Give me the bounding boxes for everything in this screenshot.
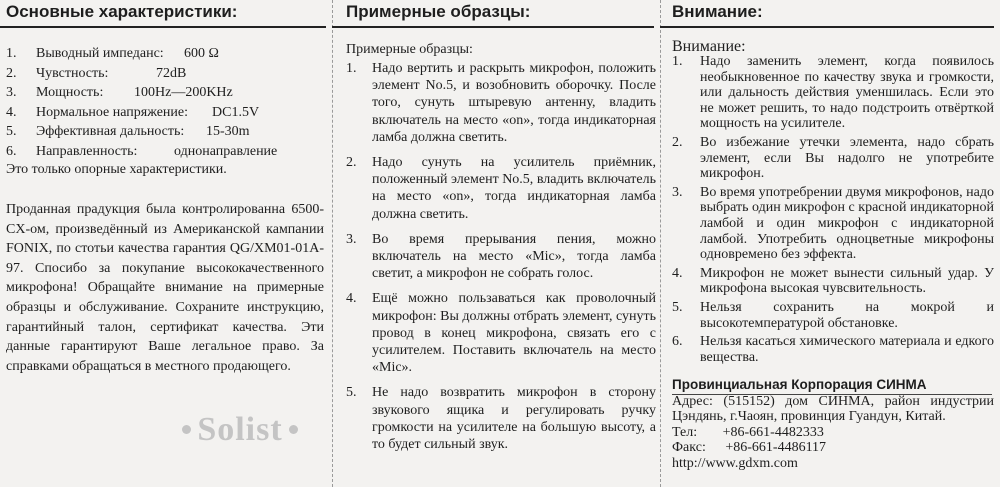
spec-number: 1. [6, 46, 17, 61]
item-text: Нельзя касаться химического материала и едкого вещества. [700, 334, 994, 365]
warnings-header: Внимание: [660, 0, 994, 28]
spec-value: DC1.5V [212, 104, 260, 120]
warnings-column [660, 0, 1000, 487]
spec-row [6, 44, 328, 64]
brand-watermark-text: Solist [197, 411, 283, 448]
quality-paragraph: Проданная прадукция была контролированна 6500-CX-ом, произведённый из Американской кампании FONIX, по стотьи качества гарантия QG/XM01-01A-97. Спосибо за покупание высококачественного микрофона! Обращайте внимание на примерные образцы и обслуживание. Сохраните инструкцию, гарантийный талон, сертификат качества. Эти данные гарантируют Ваше легальное право. За справками обращаться в местного продающего. [6, 202, 324, 374]
fax-label: Факс: [672, 440, 706, 456]
list-item [672, 334, 994, 365]
item-number: 4. [672, 265, 683, 281]
item-text: Не надо возвратить микрофон в сторону звукового ящика и регулировать ручку громкости на усилителе на большую высоту, а то будет сильный звук. [372, 385, 656, 453]
specs-note: Это только опорные характеристики. [6, 162, 227, 177]
website-link[interactable]: http://www.gdxm.com [672, 455, 798, 471]
spec-label: Направленность: [36, 143, 138, 159]
list-item [346, 231, 656, 283]
item-number: 2. [672, 134, 683, 150]
item-number: 1. [672, 54, 683, 69]
item-text: Ещё можно пользаваться как проволочный микрофон: Вы должны отбрать элемент, сунуть провод в конец микрофона, связать его с усилителем. Поставить включатель на место «Mic». [372, 291, 656, 376]
spec-number: 4. [6, 104, 17, 120]
specs-column [0, 0, 332, 487]
fax-number: +86-661-4486117 [725, 440, 827, 456]
spec-row [6, 64, 328, 84]
item-number: 4. [346, 291, 357, 307]
warnings-subtitle: Внимание: [672, 38, 746, 55]
item-number: 5. [672, 299, 683, 315]
list-item [672, 266, 994, 297]
spec-value: 72dB [156, 65, 187, 81]
spec-value: 600 Ω [184, 46, 219, 61]
company-name: Провинциальная Корпорация СИНМА [672, 376, 992, 395]
usage-column [332, 0, 660, 487]
item-text: Микрофон не может вынести сильный удар. У микрофона высокая чувсвительность. [700, 265, 994, 297]
spec-label: Выводный импеданс: [36, 46, 164, 61]
list-item [672, 185, 994, 263]
spec-row [6, 103, 328, 123]
item-text: Во избежание утечки элемента, надо сбрать элемент, если Вы надолго не употребите микрофон. [700, 134, 994, 182]
item-number: 3. [346, 231, 357, 247]
item-text: Надо заменить элемент, когда появилось необыкновенное по качеству звука и громкости, или дальность действия уменшилась. Если это не может решить, то надо подстроить отвёрткой мощность на усилителе. [700, 54, 994, 132]
spec-value: однонаправление [174, 143, 278, 159]
bullet-dot-icon [289, 425, 298, 434]
spec-label: Эффективная дальность: [36, 124, 185, 139]
item-number: 2. [346, 155, 357, 171]
item-number: 3. [672, 184, 683, 200]
specs-header: Основные характеристики: [0, 0, 326, 28]
spec-number: 2. [6, 65, 17, 81]
list-item [346, 290, 656, 376]
list-item [346, 60, 656, 146]
spec-number: 3. [6, 85, 17, 100]
item-text: Нельзя сохранить на мокрой и высокотемпературой обстановке. [700, 299, 994, 331]
usage-header: Примерные образцы: [332, 0, 654, 28]
phone-row [672, 425, 994, 440]
phone-number: +86-661-4482333 [722, 424, 824, 440]
list-item [346, 384, 656, 453]
list-item [672, 135, 994, 182]
item-text: Во время употребрении двумя микрофонов, надо выбрать один микрофон с красной индикаторной ламбой и один микрофон с индикаторной ламбой. Употребить одноцветные микрофоны одновремено без эффекта. [700, 184, 994, 263]
contact-block [672, 394, 994, 471]
spec-value: 15-30m [206, 124, 250, 139]
bullet-dot-icon [182, 425, 191, 434]
item-text: Надо сунуть на усилитель приёмник, положенный элемент No.5, владить включатель на место «on», тогда индикаторная ламба должна светить. [372, 155, 656, 222]
fax-row [672, 440, 994, 455]
item-number: 1. [346, 61, 357, 76]
spec-row [6, 142, 328, 162]
spec-number: 5. [6, 124, 17, 139]
phone-label: Тел: [672, 424, 698, 440]
item-number: 6. [672, 334, 683, 350]
item-number: 5. [346, 385, 357, 401]
usage-list [346, 60, 656, 461]
list-item [672, 300, 994, 331]
warnings-list [672, 54, 994, 368]
brand-watermark [160, 411, 320, 449]
spec-label: Мощность: [36, 85, 104, 100]
spec-value: 100Hz—200KHz [134, 85, 233, 100]
spec-label: Нормальное напряжение: [36, 104, 188, 120]
spec-row [6, 122, 328, 142]
spec-row [6, 83, 328, 103]
usage-subtitle: Примерные образцы: [346, 42, 473, 57]
item-text: Во время прерывания пения, можно включатель на место «Mic», тогда ламба светит, а микрофон не собрать голос. [372, 231, 656, 282]
spec-number: 6. [6, 143, 17, 159]
company-address: Адрес: (515152) дом СИНМА, район индустрии Цэндянь, г.Чаоян, провинция Гуандун, Китай. [672, 394, 994, 425]
item-text: Надо вертить и раскрыть микрофон, положить элемент No.5, и возобновить оборочку. После того, сунуть штыревую антенну, владить включатель на место «on», тогда индикаторная ламба должна светить. [372, 61, 656, 145]
specs-list [6, 44, 328, 161]
spec-label: Чувстность: [36, 65, 109, 81]
list-item [672, 54, 994, 132]
list-item [346, 154, 656, 223]
